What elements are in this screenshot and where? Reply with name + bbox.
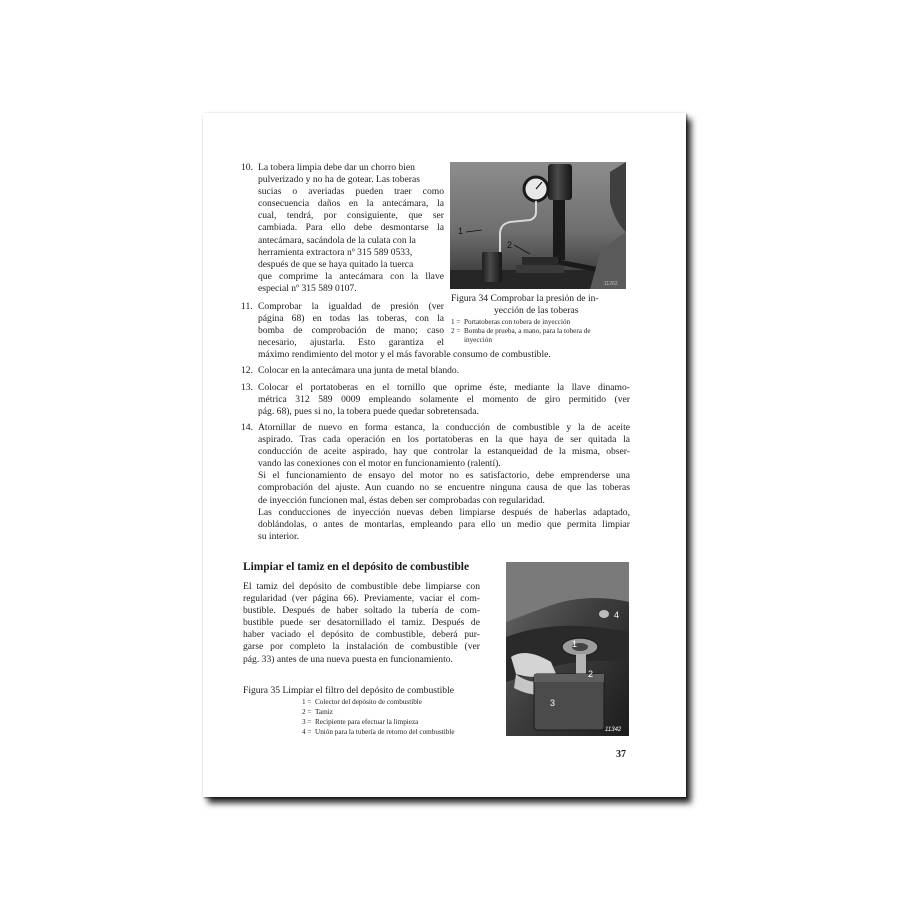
figure-35-legend-item: 1 = Colector del depósito de combustible [302, 698, 422, 706]
item-12-text: Colocar en la antecámara una junta de metal blando. [258, 365, 460, 376]
figure-34-photo-id: 11262 [604, 281, 618, 287]
figure-35-callout: 2 [588, 669, 594, 679]
figure-34-legend-item: 2 = Bomba de prueba, a mano, para la tobera de [451, 327, 591, 335]
figure-35-legend-item: 4 = Unión para la tubería de retorno del combustible [302, 728, 455, 736]
manual-page [203, 113, 686, 797]
item-11-text: Comprobar la igualdad de presión (ver página 68) en todas las toberas, con la bomba de comprobación de mano; caso necesario, ajustarla. Esto garantiza el máximo rendimiento del motor y el más favorable consumo de combustible. [258, 301, 551, 361]
figure-35-callout: 3 [550, 698, 556, 708]
figure-35-callout: 1 [572, 639, 578, 649]
item-number: 12. [241, 365, 253, 376]
item-number: 14. [241, 422, 253, 433]
item-10-text: La tobera limpia debe dar un chorro bien pulverizado y no ha de gotear. Las toberas sucias o averiadas pueden traer como consecuencia daños en la antecámara, la cual, tendrá, por consiguiente, que ser cambiada. Para ello debe desmontarse la antecámara, sacándola de la culata con la herramienta extractora nº 315 589 0533, después de que se haya quitado la tuerca que comprime la antecámara con la llave especial nº 315 589 0107. [258, 162, 444, 294]
figure-35-photo [506, 562, 629, 736]
page-number: 37 [616, 749, 626, 760]
figure-35-legend-item: 3 = Recipiente para efectuar la limpieza [302, 718, 419, 726]
fuel-tank-filter-image [506, 562, 629, 736]
figure-34-legend-item: 1 = Portatoberas con tobera de inyección [451, 318, 571, 326]
item-14-text: Atornillar de nuevo en forma estanca, la conducción de combustible y la de aceite aspirado. Tras cada operación en los portatoberas en la que haya de ser quitada la conducción de aceite aspirado, hay que controlar la estanqueidad de la misma, obser- vando las conexiones con el motor en funcionamiento (ralentí). Si el funcionamiento de ensayo del motor no es satisfactorio, debe emprenderse una comprobación del ajuste. Aun cuando no se encuentre ninguna causa de que las toberas de inyección funcionen mal, éstas deben ser comprobadas con regularidad. Las conducciones de inyección nuevas deben limpiarse después de haberlas adaptado, doblándolas, o antes de montarlas, empleando para ello un medio que permita limpiar su interior. [258, 422, 630, 542]
figure-34-photo [450, 162, 626, 289]
item-number: 10. [241, 162, 253, 173]
figure-34-callout: 2 [507, 240, 513, 250]
figure-35-title: Figura 35 Limpiar el filtro del depósito de combustible [243, 685, 455, 696]
injector-test-pump-image [450, 162, 626, 289]
item-13-text: Colocar el portatoberas en el tornillo que oprime éste, mediante la llave dinamo- métrica 312 589 0009 empleando solamente el momento de giro permitido (ver pág. 68), pues si no, la tobera puede quedar sobretensada. [258, 382, 630, 418]
figure-35-photo-id: 11342 [605, 727, 622, 733]
figure-34-callout: 1 [458, 226, 464, 236]
figure-34-legend-item: inyección [464, 336, 492, 344]
figure-35-legend-item: 2 = Tamiz [302, 708, 333, 716]
item-number: 13. [241, 382, 253, 393]
section-heading: Limpiar el tamiz en el depósito de combustible [243, 561, 470, 573]
item-number: 11. [241, 301, 253, 312]
figure-35-callout: 4 [614, 610, 620, 620]
section-paragraph: El tamiz del depósito de combustible debe limpiarse con regularidad (ver página 66). Previamente, vaciar el com- bustible. Después de haber soltado la tubería de com- bustible puede ser desatornillado el tamiz. Después de haber vaciado el depósito de combustible, deberá pur- garse por completo la instalación de combustible (ver pág. 33) antes de una nueva puesta en funcionamiento. [243, 581, 480, 665]
figure-34-title: Figura 34 Comprobar la presión de in- yección de las toberas [451, 293, 599, 316]
